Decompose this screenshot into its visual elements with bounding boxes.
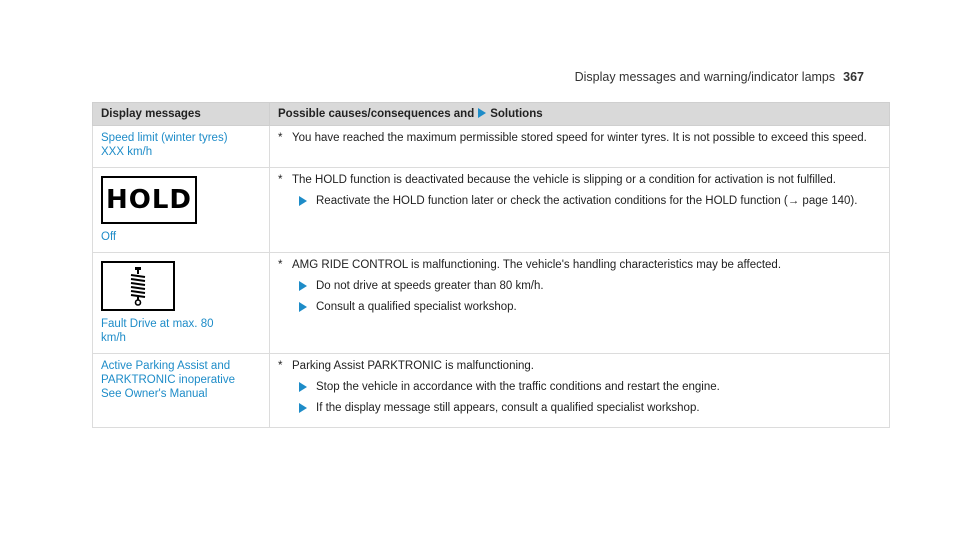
solution-item <box>299 300 881 314</box>
cause-text: The HOLD function is deactivated because the vehicle is slipping or a condition for activation is not fulfilled. <box>292 174 836 186</box>
solution-item <box>299 194 881 208</box>
solution-text: Do not drive at speeds greater than 80 km/h. <box>316 280 544 292</box>
display-message-line: Active Parking Assist and <box>101 360 231 372</box>
col-header-display-messages: Display messages <box>93 103 270 126</box>
solution-item <box>299 401 881 415</box>
bullet-marker: * <box>278 259 283 271</box>
solution-arrow-icon <box>299 382 307 392</box>
display-message-line: Speed limit (winter tyres) <box>101 132 228 144</box>
table-header-row <box>93 103 890 126</box>
table-row <box>93 253 890 354</box>
solution-text: If the display message still appears, consult a qualified specialist workshop. <box>316 402 700 414</box>
display-messages-table <box>92 102 890 428</box>
bullet-marker: * <box>278 360 283 372</box>
display-message-line: Fault Drive at max. 80 <box>101 318 214 330</box>
solution-arrow-icon <box>299 302 307 312</box>
solution-item <box>299 380 881 394</box>
solution-item <box>299 279 881 293</box>
solution-text: Consult a qualified specialist workshop. <box>316 301 517 313</box>
table-row <box>93 126 890 168</box>
solution-arrow-icon <box>299 281 307 291</box>
cause-text: AMG RIDE CONTROL is malfunctioning. The vehicle's handling characteristics may be affected. <box>292 259 782 271</box>
hold-icon-label: HOLD <box>105 185 192 215</box>
cause-item <box>278 131 881 145</box>
cause-cell <box>270 354 890 428</box>
suspension-spring-icon <box>101 261 175 311</box>
suspension-spring-glyph <box>126 266 150 306</box>
cause-text: You have reached the maximum permissible stored speed for winter tyres. It is not possible to exceed this speed. <box>292 132 867 144</box>
page-number: 367 <box>843 70 864 84</box>
col-header-solutions-text: Solutions <box>490 108 543 120</box>
table-row <box>93 354 890 428</box>
solution-arrow-icon <box>299 403 307 413</box>
table-row <box>93 168 890 253</box>
cause-text: Parking Assist PARKTRONIC is malfunctioning. <box>292 360 535 372</box>
display-message-line: km/h <box>101 332 126 344</box>
cause-cell <box>270 253 890 354</box>
col-header-causes-text: Possible causes/consequences and <box>278 108 475 120</box>
cause-item <box>278 258 881 272</box>
display-message-cell <box>93 253 270 354</box>
display-message-line: Off <box>101 231 117 243</box>
col-header-causes-solutions <box>270 103 890 126</box>
page-header <box>575 70 864 84</box>
display-message-line: PARKTRONIC inoperative <box>101 374 235 386</box>
cause-cell <box>270 168 890 253</box>
bullet-marker: * <box>278 174 283 186</box>
solution-text: Stop the vehicle in accordance with the traffic conditions and restart the engine. <box>316 381 720 393</box>
solution-arrow-icon <box>299 196 307 206</box>
hold-icon <box>101 176 197 224</box>
display-message-cell <box>93 168 270 253</box>
solution-arrow-icon <box>478 108 486 118</box>
cause-item <box>278 359 881 373</box>
bullet-marker: * <box>278 132 283 144</box>
display-message-cell <box>93 126 270 168</box>
display-message-cell <box>93 354 270 428</box>
display-message-line: XXX km/h <box>101 146 153 158</box>
solution-text: Reactivate the HOLD function later or check the activation conditions for the HOLD function (→ page 140). <box>316 195 858 207</box>
page-header-title: Display messages and warning/indicator lamps <box>574 70 836 84</box>
display-message-line: See Owner's Manual <box>101 388 208 400</box>
cause-item <box>278 173 881 187</box>
cause-cell <box>270 126 890 168</box>
